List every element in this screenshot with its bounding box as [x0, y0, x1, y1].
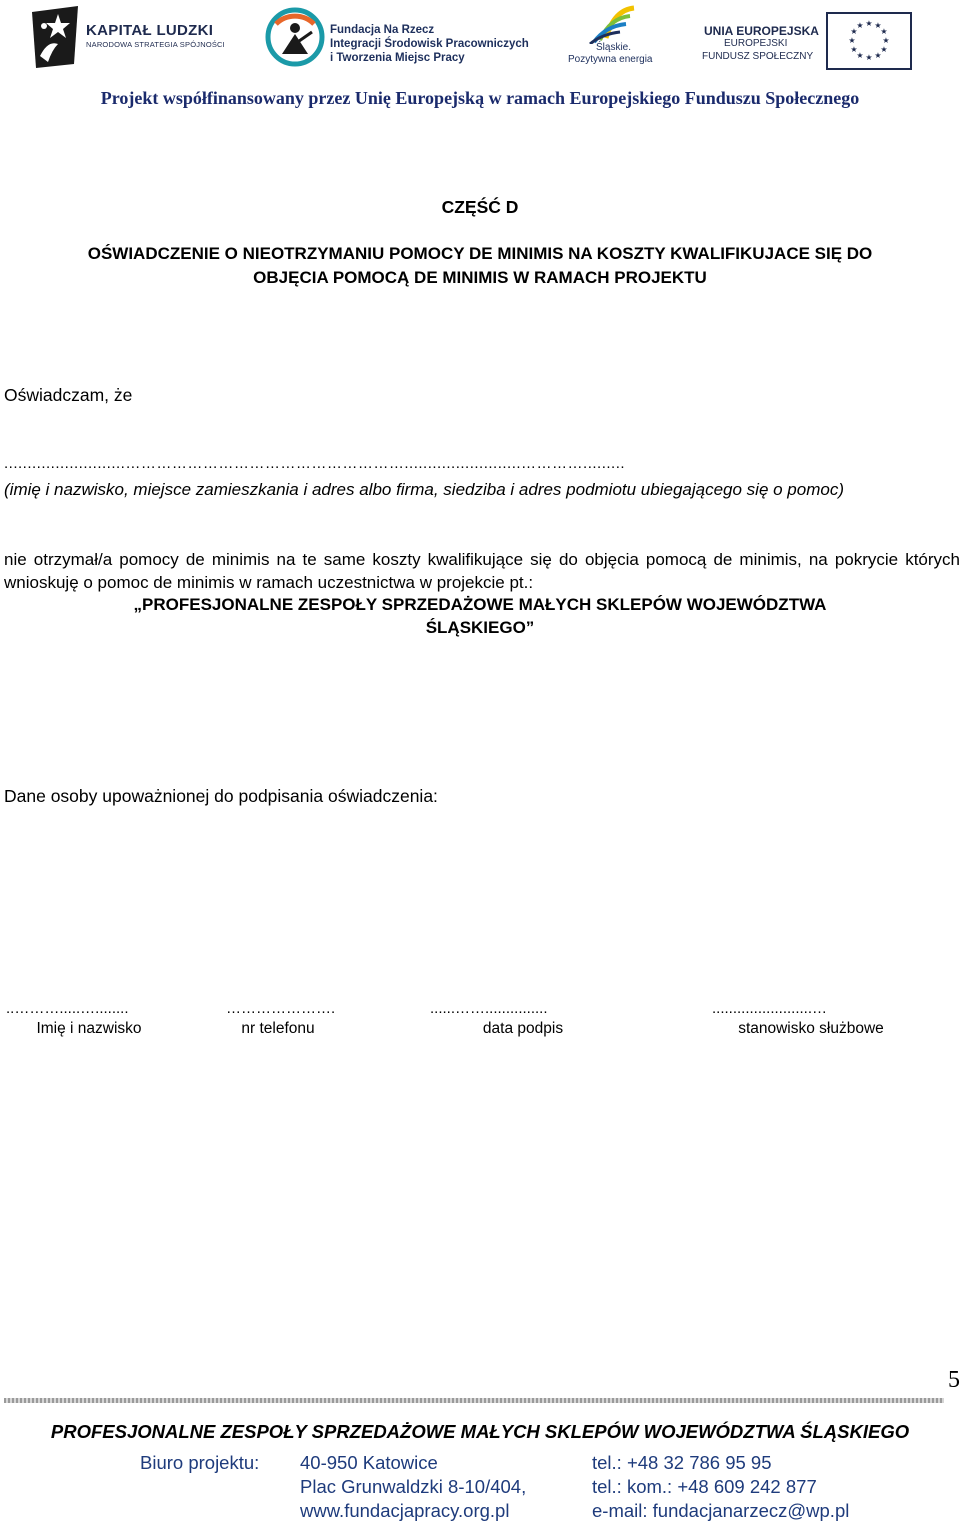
declaration-intro: Oświadczam, że	[4, 385, 133, 405]
slaskie-emblem-icon	[586, 4, 642, 44]
footer-phone: tel.: +48 32 786 95 95	[592, 1452, 772, 1473]
eu-fund-line2: FUNDUSZ SPOŁECZNY	[702, 51, 814, 62]
eu-flag-icon	[826, 12, 912, 70]
project-title-line2: ŚLĄSKIEGO”	[425, 618, 535, 637]
kapital-ludzki-subtitle: NARODOWA STRATEGIA SPÓJNOŚCI	[86, 40, 225, 49]
footer-email-link[interactable]: e-mail: fundacjanarzecz@wp.pl	[592, 1500, 850, 1521]
svg-text:★: ★	[856, 51, 864, 60]
document-title-line2: OBJĘCIA POMOCĄ DE MINIMIS W RAMACH PROJEKTU	[253, 268, 707, 287]
applicant-name-dots: ..........................……………………………………………….........................………….........	[4, 455, 626, 472]
footer-city: 40-950 Katowice	[300, 1452, 438, 1473]
svg-text:★: ★	[880, 27, 888, 36]
signature-name-dots: ..……….....…........	[6, 1000, 129, 1017]
svg-text:★: ★	[856, 21, 864, 30]
svg-text:★: ★	[865, 19, 873, 28]
signature-phone-label: nr telefonu	[241, 1020, 315, 1037]
footer-street: Plac Grunwaldzki 8-10/404,	[300, 1476, 527, 1497]
fundacja-emblem-icon	[264, 4, 326, 70]
eu-fund-line1: EUROPEJSKI	[724, 38, 788, 49]
authorized-person-heading: Dane osoby upoważnionej do podpisania oświadczenia:	[4, 786, 438, 806]
fundacja-name-line1: Fundacja Na Rzecz	[330, 24, 435, 36]
footer-website-link[interactable]: www.fundacjapracy.org.pl	[300, 1500, 510, 1521]
signature-date-label: data podpis	[482, 1020, 564, 1037]
kapital-ludzki-emblem-icon	[28, 4, 82, 70]
svg-text:★: ★	[874, 21, 882, 30]
svg-text:★: ★	[882, 36, 890, 45]
signature-position-dots: ........................…	[712, 1000, 828, 1017]
slaskie-name: Śląskie.	[596, 42, 632, 53]
fundacja-name-line2: Integracji Środowisk Pracowniczych	[330, 38, 529, 50]
footer-office-label: Biuro projektu:	[140, 1452, 260, 1473]
svg-text:★: ★	[880, 45, 888, 54]
page-number: 5	[948, 1367, 960, 1393]
footer-mobile: tel.: kom.: +48 609 242 877	[592, 1476, 817, 1497]
signature-name-label: Imię i nazwisko	[36, 1020, 142, 1037]
svg-text:★: ★	[874, 51, 882, 60]
svg-text:★: ★	[848, 36, 856, 45]
footer-divider	[4, 1398, 944, 1403]
document-title-line1: OŚWIADCZENIE O NIEOTRZYMANIU POMOCY DE MINIMIS NA KOSZTY KWALIFIKUJACE SIĘ DO	[87, 244, 873, 263]
kapital-ludzki-name: KAPITAŁ LUDZKI	[86, 22, 214, 39]
declaration-body: nie otrzymał/a pomocy de minimis na te same koszty kwalifikujące się do objęcia pomocą de minimis, na pokrycie których wnioskuję o pomoc de minimis w ramach uczestnictwa w projekcie pt.:	[4, 550, 960, 592]
part-heading: CZĘŚĆ D	[441, 197, 519, 217]
fundacja-name-line3: i Tworzenia Miejsc Pracy	[330, 52, 465, 64]
slaskie-slogan: Pozytywna energia	[568, 54, 653, 65]
project-title-line1: „PROFESJONALNE ZESPOŁY SPRZEDAŻOWE MAŁYCH SKLEPÓW WOJEWÓDZTWA	[133, 595, 827, 614]
signature-date-dots: ......……...............	[430, 1000, 548, 1017]
cofunding-statement: Projekt współfinansowany przez Unię Europejską w ramach Europejskiego Funduszu Społecznego	[100, 88, 860, 108]
eu-name: UNIA EUROPEJSKA	[704, 24, 819, 38]
signature-phone-dots: ………………….	[226, 1000, 336, 1017]
footer-project-title: PROFESJONALNE ZESPOŁY SPRZEDAŻOWE MAŁYCH SKLEPÓW WOJEWÓDZTWA ŚLĄSKIEGO	[50, 1421, 910, 1442]
svg-text:★: ★	[865, 53, 873, 62]
svg-text:★: ★	[850, 27, 858, 36]
signature-position-label: stanowisko służbowe	[738, 1020, 884, 1037]
svg-text:★: ★	[850, 45, 858, 54]
applicant-field-hint: (imię i nazwisko, miejsce zamieszkania i adres albo firma, siedziba i adres podmiotu ubiegającego się o pomoc)	[4, 480, 844, 499]
